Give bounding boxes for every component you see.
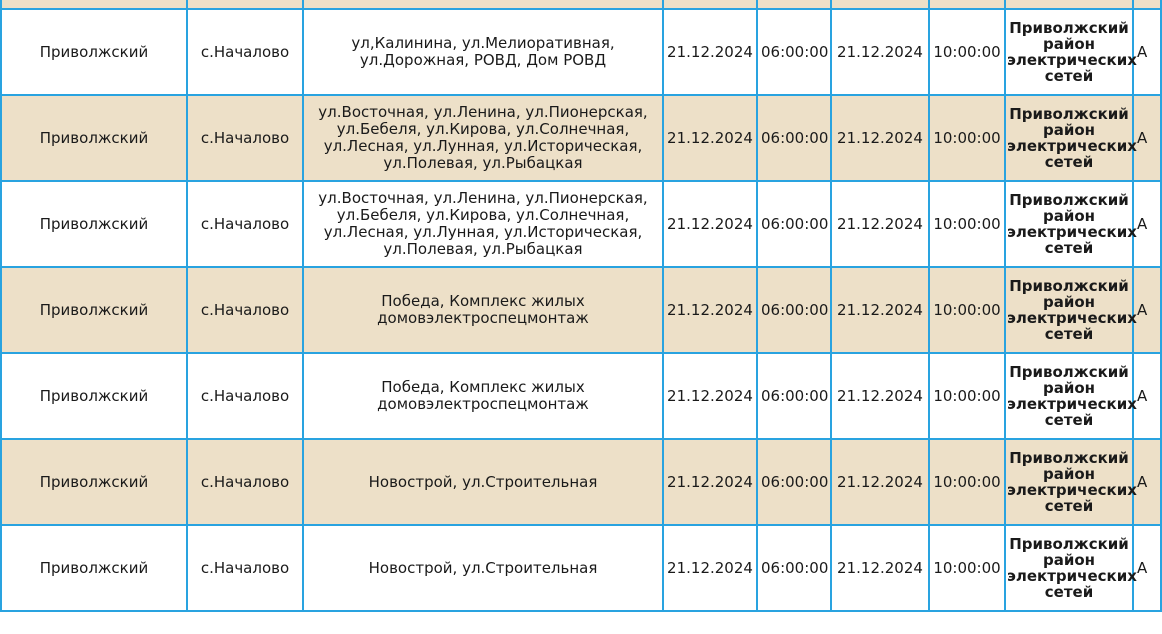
truncated-next-column-cell: А <box>1133 439 1161 525</box>
end-date-cell: 21.12.2024 <box>831 267 929 353</box>
streets-cell: ул.Восточная, ул.Ленина, ул.Пионерская, ул.Бебеля, ул.Кирова, ул.Солнечная, ул.Лесная, ул.Лунная, ул.Историческая, ул.Полевая, ул.Рыбацкая <box>303 95 663 181</box>
district-cell: Приволжский <box>1 439 187 525</box>
district-cell: Приволжский <box>1 9 187 95</box>
table-cell <box>831 0 929 9</box>
table-cell <box>1133 0 1161 9</box>
streets-cell: Победа, Комплекс жилых домовэлектроспецмонтаж <box>303 353 663 439</box>
table-row-partial <box>1 0 1161 9</box>
start-time-cell: 06:00:00 <box>757 9 831 95</box>
district-cell: Приволжский <box>1 181 187 267</box>
locality-cell: с.Началово <box>187 525 303 611</box>
start-time-cell: 06:00:00 <box>757 181 831 267</box>
table-row <box>1 181 1161 267</box>
end-date-cell: 21.12.2024 <box>831 9 929 95</box>
organization-cell: Приволжский район электрических сетей <box>1005 181 1133 267</box>
end-date-cell: 21.12.2024 <box>831 525 929 611</box>
locality-cell: с.Началово <box>187 353 303 439</box>
district-cell: Приволжский <box>1 267 187 353</box>
streets-cell: ул.Восточная, ул.Ленина, ул.Пионерская, ул.Бебеля, ул.Кирова, ул.Солнечная, ул.Лесная, ул.Лунная, ул.Историческая, ул.Полевая, ул.Рыбацкая <box>303 181 663 267</box>
start-time-cell: 06:00:00 <box>757 95 831 181</box>
table-row <box>1 525 1161 611</box>
start-time-cell: 06:00:00 <box>757 267 831 353</box>
table-row <box>1 9 1161 95</box>
end-date-cell: 21.12.2024 <box>831 353 929 439</box>
end-time-cell: 10:00:00 <box>929 181 1005 267</box>
truncated-next-column-cell: А <box>1133 95 1161 181</box>
end-time-cell: 10:00:00 <box>929 9 1005 95</box>
locality-cell: с.Началово <box>187 439 303 525</box>
district-cell: Приволжский <box>1 353 187 439</box>
end-date-cell: 21.12.2024 <box>831 181 929 267</box>
truncated-next-column-cell: А <box>1133 525 1161 611</box>
start-date-cell: 21.12.2024 <box>663 439 757 525</box>
start-time-cell: 06:00:00 <box>757 353 831 439</box>
locality-cell: с.Началово <box>187 181 303 267</box>
table-row <box>1 95 1161 181</box>
end-date-cell: 21.12.2024 <box>831 439 929 525</box>
table-cell <box>187 0 303 9</box>
streets-cell: Новострой, ул.Строительная <box>303 439 663 525</box>
start-date-cell: 21.12.2024 <box>663 9 757 95</box>
organization-cell: Приволжский район электрических сетей <box>1005 525 1133 611</box>
streets-cell: Победа, Комплекс жилых домовэлектроспецмонтаж <box>303 267 663 353</box>
table-cell <box>303 0 663 9</box>
locality-cell: с.Началово <box>187 95 303 181</box>
locality-cell: с.Началово <box>187 9 303 95</box>
locality-cell: с.Началово <box>187 267 303 353</box>
start-date-cell: 21.12.2024 <box>663 267 757 353</box>
table-cell <box>929 0 1005 9</box>
table-cell <box>757 0 831 9</box>
streets-cell: ул,Калинина, ул.Мелиоративная, ул.Дорожная, РОВД, Дом РОВД <box>303 9 663 95</box>
truncated-next-column-cell: А <box>1133 267 1161 353</box>
start-date-cell: 21.12.2024 <box>663 181 757 267</box>
end-time-cell: 10:00:00 <box>929 95 1005 181</box>
table-row <box>1 267 1161 353</box>
truncated-next-column-cell: А <box>1133 181 1161 267</box>
organization-cell: Приволжский район электрических сетей <box>1005 9 1133 95</box>
start-time-cell: 06:00:00 <box>757 525 831 611</box>
organization-cell: Приволжский район электрических сетей <box>1005 439 1133 525</box>
table-cell <box>663 0 757 9</box>
table-row <box>1 353 1161 439</box>
end-time-cell: 10:00:00 <box>929 353 1005 439</box>
truncated-next-column-cell: А <box>1133 353 1161 439</box>
end-time-cell: 10:00:00 <box>929 439 1005 525</box>
organization-cell: Приволжский район электрических сетей <box>1005 353 1133 439</box>
table-cell <box>1 0 187 9</box>
start-date-cell: 21.12.2024 <box>663 525 757 611</box>
end-date-cell: 21.12.2024 <box>831 95 929 181</box>
end-time-cell: 10:00:00 <box>929 267 1005 353</box>
start-date-cell: 21.12.2024 <box>663 353 757 439</box>
start-date-cell: 21.12.2024 <box>663 95 757 181</box>
table-row <box>1 439 1161 525</box>
organization-cell: Приволжский район электрических сетей <box>1005 267 1133 353</box>
end-time-cell: 10:00:00 <box>929 525 1005 611</box>
table-cell <box>1005 0 1133 9</box>
organization-cell: Приволжский район электрических сетей <box>1005 95 1133 181</box>
streets-cell: Новострой, ул.Строительная <box>303 525 663 611</box>
district-cell: Приволжский <box>1 95 187 181</box>
truncated-next-column-cell: А <box>1133 9 1161 95</box>
district-cell: Приволжский <box>1 525 187 611</box>
start-time-cell: 06:00:00 <box>757 439 831 525</box>
